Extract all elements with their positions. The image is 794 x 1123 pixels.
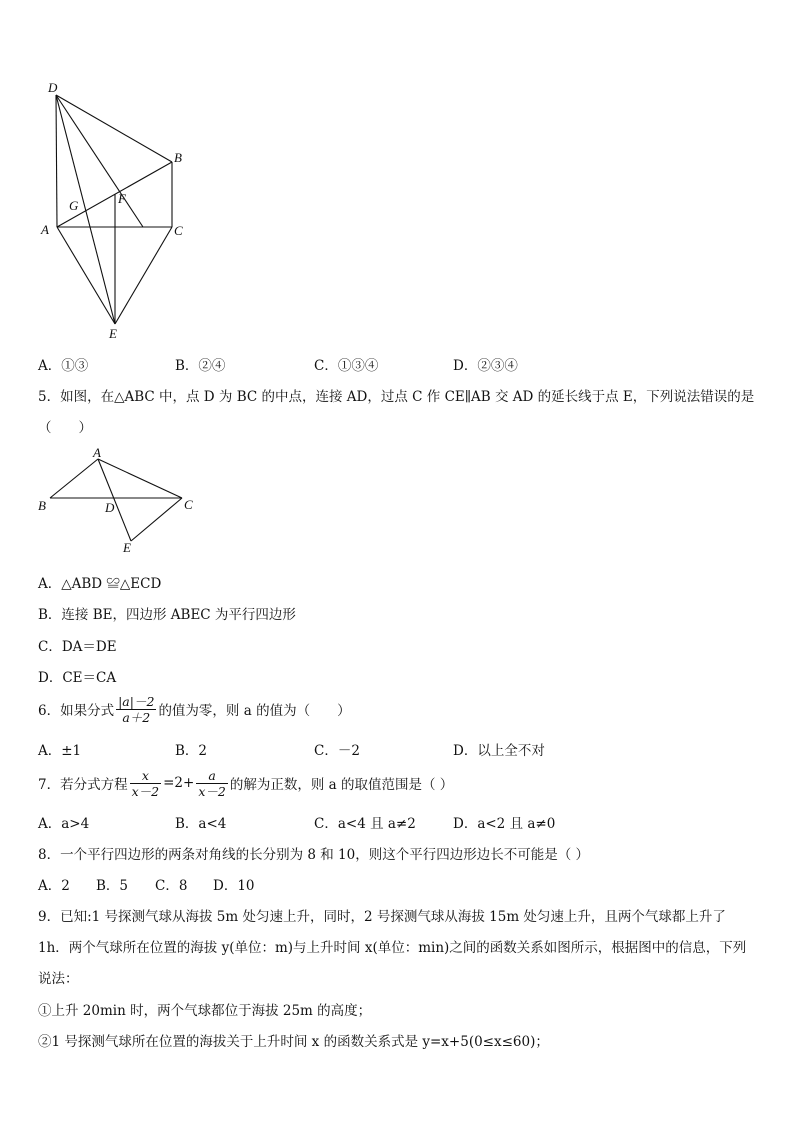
q6-fraction (116, 694, 156, 725)
q6-option-b: B．2 (175, 743, 208, 759)
q5-text: 5．如图，在△ABC 中，点 D 为 BC 的中点，连接 AD，过点 C 作 CE∥AB 交 AD 的延长线于点 E，下列说法错误的是 (38, 389, 755, 405)
q7-frac2-den: x－2 (198, 783, 226, 799)
q7-frac2-num: a (196, 768, 228, 784)
q4-option-a: A．①③ (38, 358, 89, 374)
q7-frac1-den: x－2 (131, 783, 160, 799)
q7-option-a: A．a>4 (38, 816, 90, 832)
label-E: E (109, 326, 117, 341)
label-F: F (118, 191, 126, 206)
q9-line-3: 说法： (38, 971, 79, 987)
q9-line-2: 1h．两个气球所在位置的海拔 y(单位：m)与上升时间 x(单位：min)之间的函数关系如图所示，根据图中的信息，下列 (38, 940, 747, 956)
q6-suffix: 的值为零，则 a 的值为（ ） (158, 703, 351, 719)
q8-text: 8．一个平行四边形的两条对角线的长分别为 8 和 10，则这个平行四边形边长不可能是（ ） (38, 847, 590, 863)
label2-D: D (105, 500, 115, 515)
q6-text (38, 690, 351, 728)
q5-option-c: C．DA＝DE (38, 639, 117, 655)
q6-frac-den: a＋2 (122, 709, 151, 725)
q8-option-b: B．5 (96, 878, 129, 894)
q9-statement-1: ①上升 20min 时，两个气球都位于海拔 25m 的高度； (38, 1003, 372, 1019)
label2-C: C (184, 497, 193, 512)
q4-option-c: C．①③④ (314, 358, 379, 374)
q7-fraction-1 (130, 768, 162, 799)
q7-option-c: C．a<4 且 a≠2 (314, 816, 416, 832)
label2-A: A (93, 445, 101, 460)
q4-option-b: B．②④ (175, 358, 226, 374)
q8-option-d: D．10 (213, 878, 255, 894)
label-G: G (69, 198, 79, 213)
q6-option-d: D．以上全不对 (453, 743, 545, 759)
q5-option-b: B．连接 BE，四边形 ABEC 为平行四边形 (38, 607, 296, 623)
q5-paren: （ ） (38, 420, 92, 436)
q6-option-c: C．－2 (314, 743, 360, 759)
label-D: D (48, 80, 58, 95)
label2-B: B (38, 498, 46, 513)
q6-prefix: 6．如果分式 (38, 703, 115, 719)
q7-suffix: 的解为正数，则 a 的取值范围是（ ） (229, 777, 454, 793)
q4-option-d: D．②③④ (453, 358, 518, 374)
label-C: C (174, 223, 183, 238)
q8-option-a: A．2 (38, 878, 70, 894)
q7-prefix: 7．若分式方程 (38, 777, 128, 793)
q9-statement-2: ②1 号探测气球所在位置的海拔关于上升时间 x 的函数关系式是 y=x+5(0≤x≤60)； (38, 1034, 549, 1050)
q7-option-d: D．a<2 且 a≠0 (453, 816, 556, 832)
label-A: A (41, 222, 49, 237)
q8-option-c: C．8 (155, 878, 188, 894)
q7-text (38, 764, 453, 802)
q7-mid: =2+ (163, 775, 195, 791)
q9-line-1: 9．已知:1 号探测气球从海拔 5m 处匀速上升，同时，2 号探测气球从海拔 15m 处匀速上升，且两个气球都上升了 (38, 909, 726, 925)
label2-E: E (123, 540, 131, 555)
q6-option-a: A．±1 (38, 743, 82, 759)
label-B: B (174, 150, 182, 165)
q5-option-d: D．CE＝CA (38, 670, 117, 686)
q7-option-b: B．a<4 (175, 816, 227, 832)
q6-frac-num: |a|－2 (118, 693, 155, 709)
q7-frac1-num: x (130, 768, 162, 784)
q7-fraction-2 (196, 768, 228, 799)
q5-option-a: A．△ABD ≌△ECD (38, 576, 162, 592)
